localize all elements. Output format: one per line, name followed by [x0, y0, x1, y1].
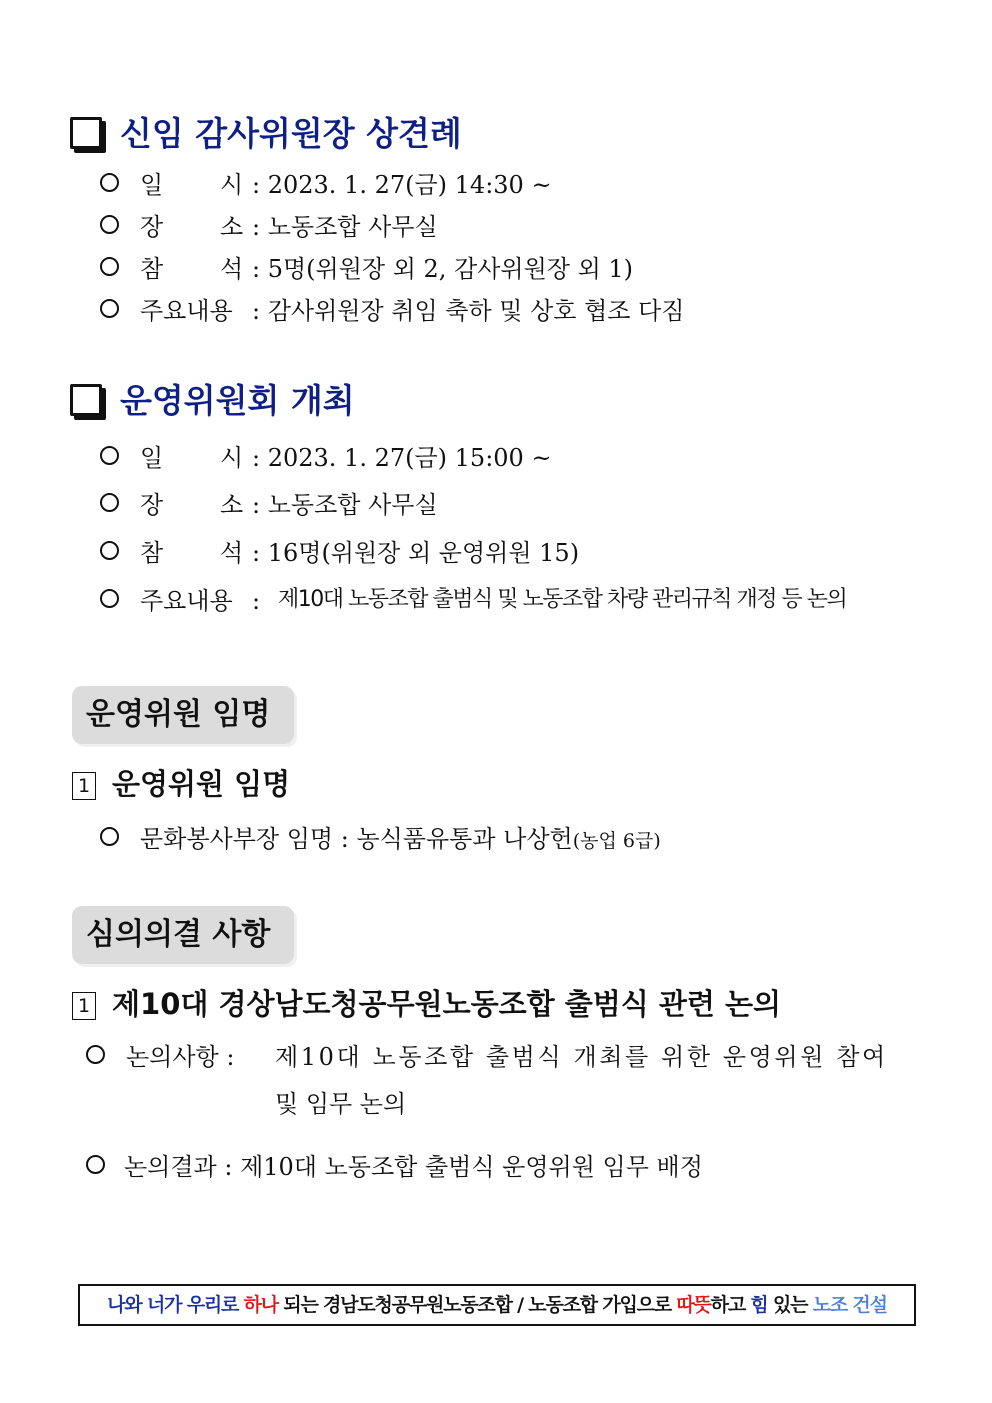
- sub-title-appointment: 1 운영위원 임명: [72, 770, 290, 800]
- list-item: 논의결과 : 제10대 노동조합 출범식 운영위원 임무 배정: [86, 1155, 966, 1183]
- circle-bullet-icon: [86, 1045, 105, 1064]
- section-title-2: 운영위원회 개최: [70, 384, 355, 417]
- section-header-resolution: 심의의결 사항: [72, 906, 294, 964]
- list-item: 주요내용 : 감사위원장 취임 축하 및 상호 협조 다짐: [100, 299, 970, 327]
- number-box: 1: [72, 772, 96, 800]
- circle-bullet-icon: [100, 541, 119, 560]
- list-item: 참 석 : 5명(위원장 외 2, 감사위원장 외 1): [100, 257, 970, 285]
- sub-title-resolution: 1 제10대 경상남도청공무원노동조합 출범식 관련 논의: [72, 990, 781, 1020]
- number-box: 1: [72, 992, 96, 1020]
- section-header-appointment: 운영위원 임명: [72, 686, 294, 744]
- circle-bullet-icon: [86, 1155, 105, 1174]
- circle-bullet-icon: [100, 299, 119, 318]
- checkbox-square-icon: [70, 117, 102, 149]
- circle-bullet-icon: [100, 257, 119, 276]
- checkbox-square-icon: [70, 384, 102, 416]
- circle-bullet-icon: [100, 215, 119, 234]
- list-item: 일 시 : 2023. 1. 27(금) 14:30 ~: [100, 173, 970, 201]
- list-item: 문화봉사부장 임명 : 농식품유통과 나상헌(농업 6급): [100, 827, 970, 855]
- section-title-1: 신임 감사위원장 상견례: [70, 117, 462, 150]
- circle-bullet-icon: [100, 589, 119, 608]
- list-item: 주요내용 : 제10대 노동조합 출범식 및 노동조합 차량 관리규칙 개정 등 논의: [100, 589, 970, 617]
- list-item: 장 소 : 노동조합 사무실: [100, 215, 970, 243]
- circle-bullet-icon: [100, 493, 119, 512]
- list-item: 논의사항 : 제10대 노동조합 출범식 개최를 위한 운영위원 참여: [86, 1045, 966, 1073]
- circle-bullet-icon: [100, 446, 119, 465]
- list-item: 참 석 : 16명(위원장 외 운영위원 15): [100, 541, 970, 569]
- footer-slogan: 나와 너가 우리로 하나 되는 경남도청공무원노동조합 / 노동조합 가입으로 따뜻하고 힘 있는 노조 건설: [78, 1284, 916, 1326]
- list-item: 일 시 : 2023. 1. 27(금) 15:00 ~: [100, 446, 970, 474]
- circle-bullet-icon: [100, 827, 119, 846]
- list-item: 장 소 : 노동조합 사무실: [100, 493, 970, 521]
- list-item-continuation: 및 임무 논의: [275, 1090, 407, 1118]
- circle-bullet-icon: [100, 173, 119, 192]
